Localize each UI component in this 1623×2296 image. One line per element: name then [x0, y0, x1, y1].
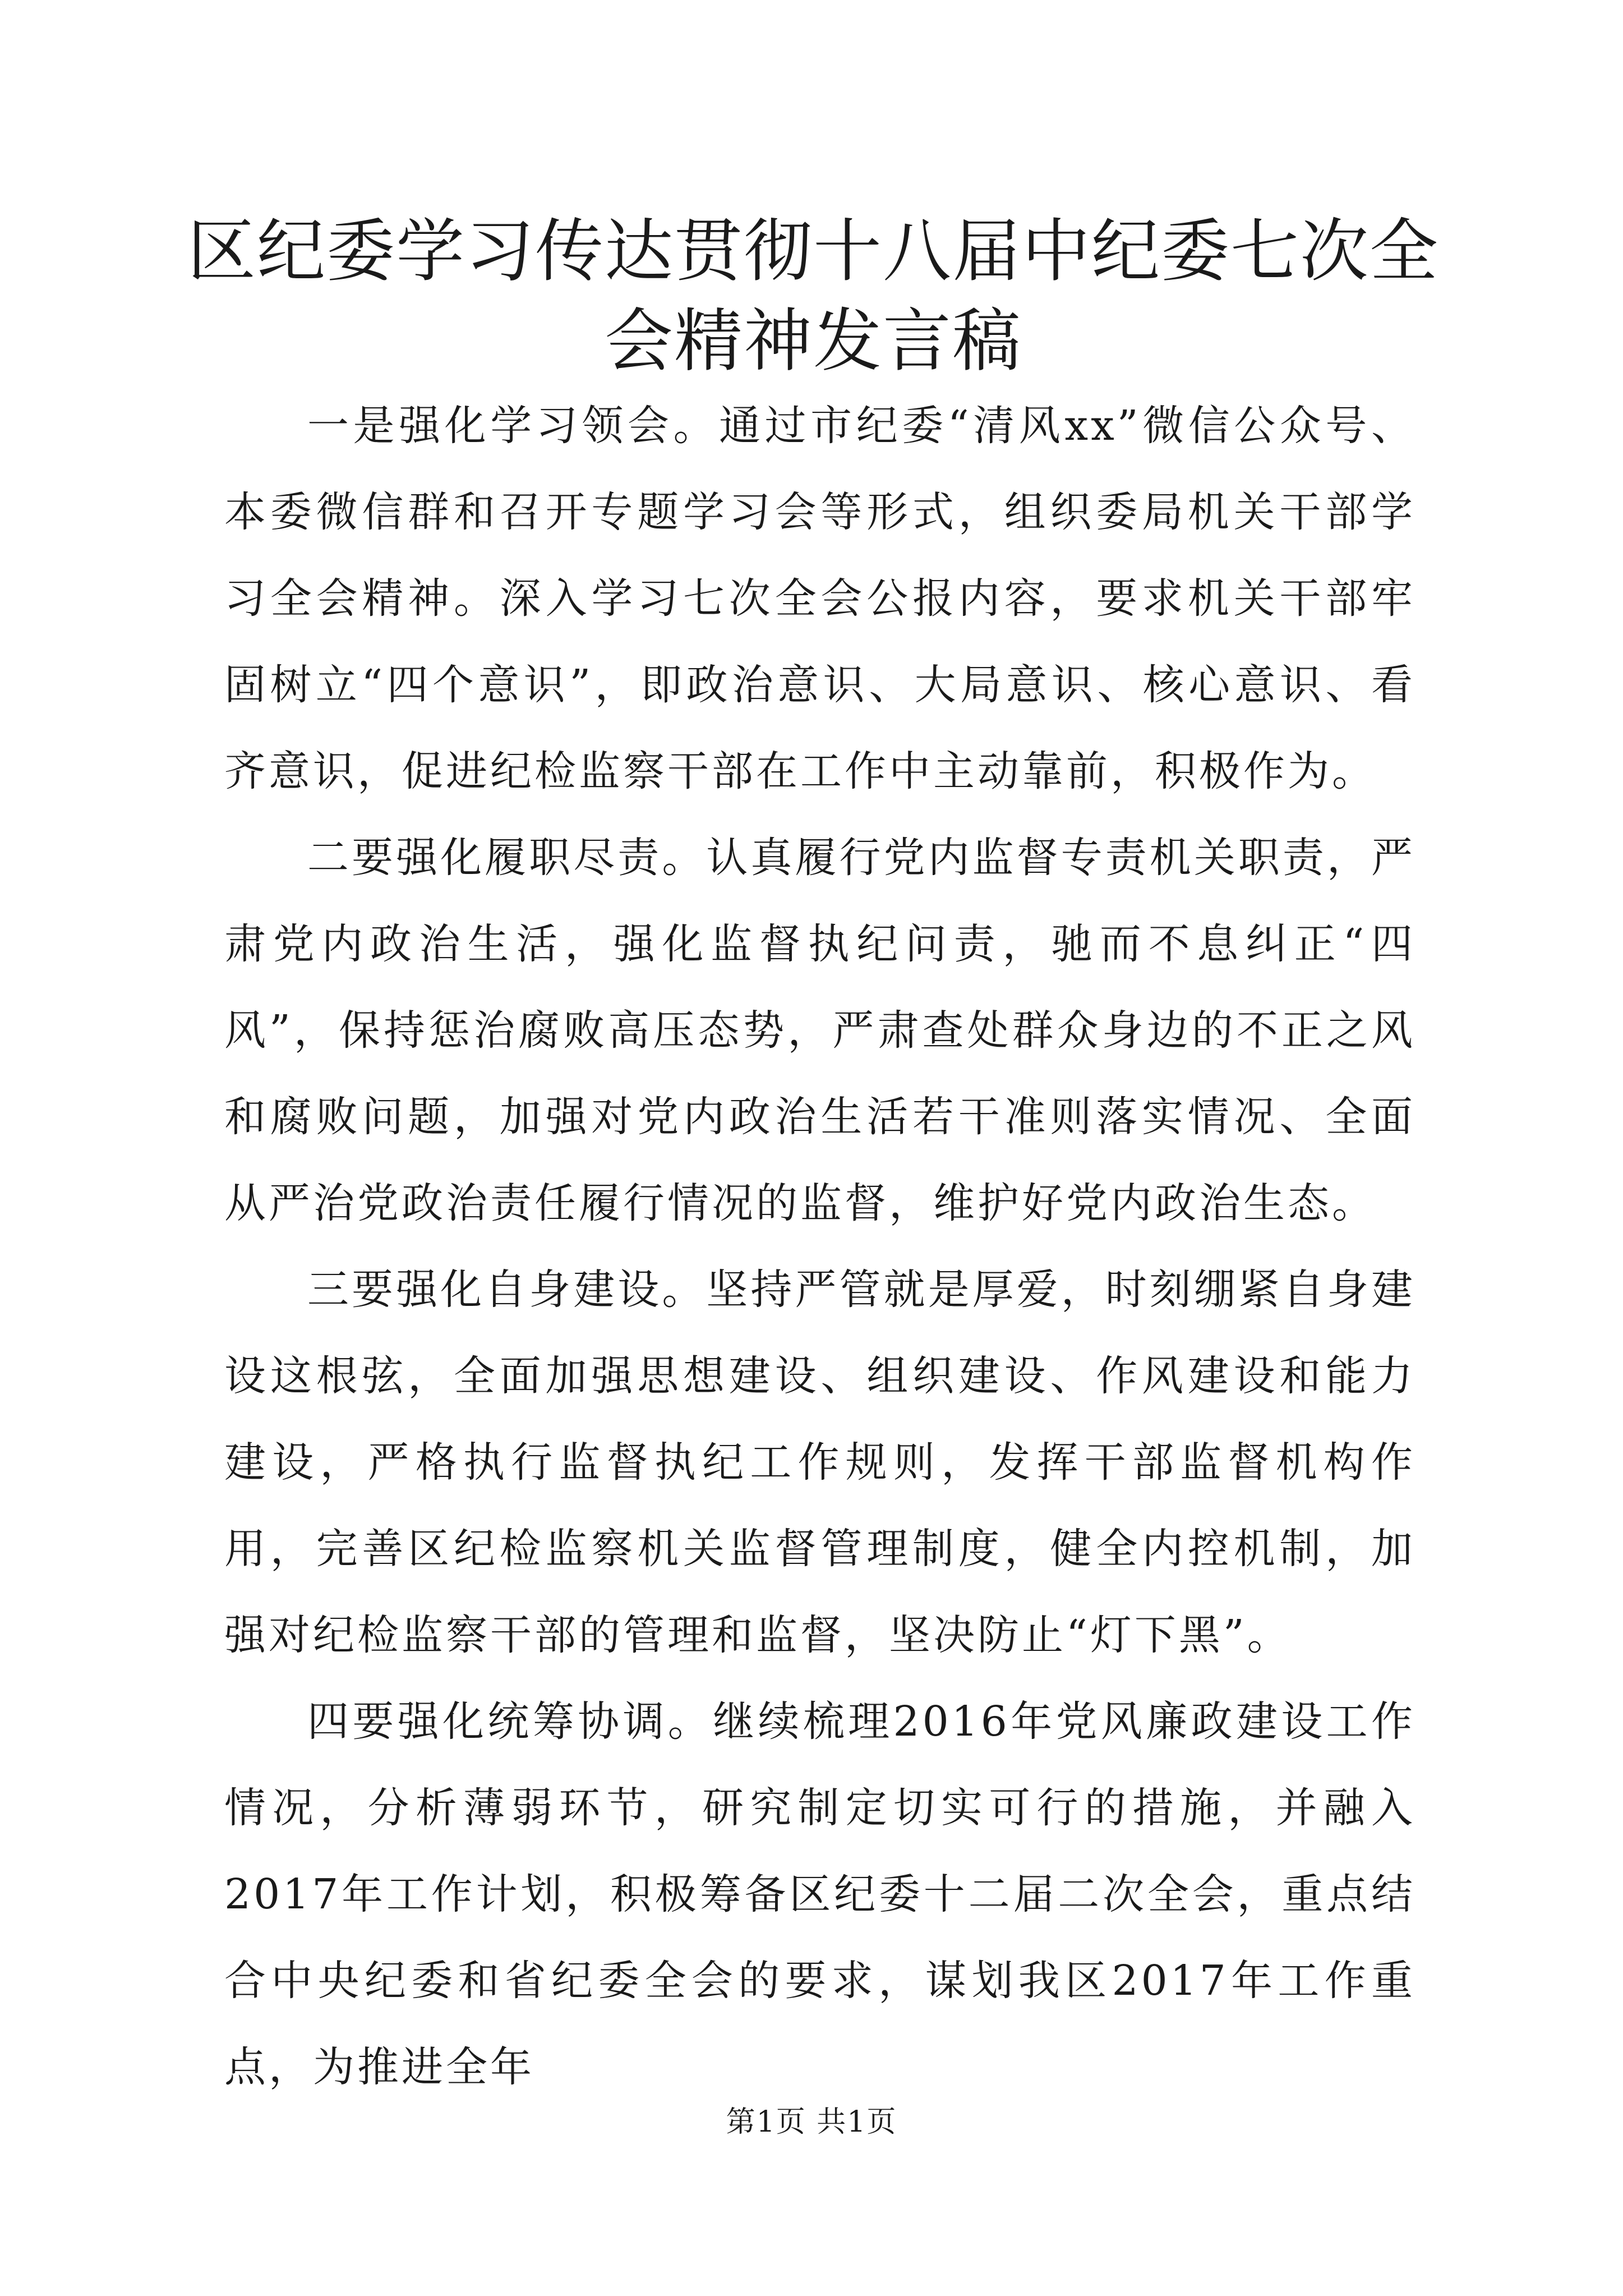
- paragraph-4: 四要强化统筹协调。继续梳理2016年党风廉政建设工作情况，分析薄弱环节，研究制定切实可行的措施，并融入2017年工作计划，积极筹备区纪委十二届二次全会，重点结合中央纪委和省纪委全会的要求，谋划我区2017年工作重点，为推进全年: [224, 1697, 1415, 2091]
- paragraph-1: 一是强化学习领会。通过市纪委“清风xx”微信公众号、本委微信群和召开专题学习会等形式，组织委局机关干部学习全会精神。深入学习七次全会公报内容，要求机关干部牢固树立“四个意识”，即政治意识、大局意识、核心意识、看齐意识，促进纪检监察干部在工作中主动靠前，积极作为。: [224, 402, 1415, 795]
- paragraph-2: 二要强化履职尽责。认真履行党内监督专责机关职责，严肃党内政治生活，强化监督执纪问责，驰而不息纠正“四风”，保持惩治腐败高压态势，严肃查处群众身边的不正之风和腐败问题，加强对党内政治生活若干准则落实情况、全面从严治党政治责任履行情况的监督，维护好党内政治生态。: [224, 834, 1415, 1227]
- page-title: 区纪委学习传达贯彻十八届中纪委七次全会精神发言稿: [187, 211, 1439, 381]
- page-footer: 第1页 共1页: [726, 2105, 897, 2139]
- document-body: [224, 383, 1415, 2110]
- paragraph-3: 三要强化自身建设。坚持严管就是厚爱，时刻绷紧自身建设这根弦，全面加强思想建设、组织建设、作风建设和能力建设，严格执行监督执纪工作规则，发挥干部监督机构作用，完善区纪检监察机关监督管理制度，健全内控机制，加强对纪检监察干部的管理和监督，坚决防止“灯下黑”。: [224, 1266, 1415, 1659]
